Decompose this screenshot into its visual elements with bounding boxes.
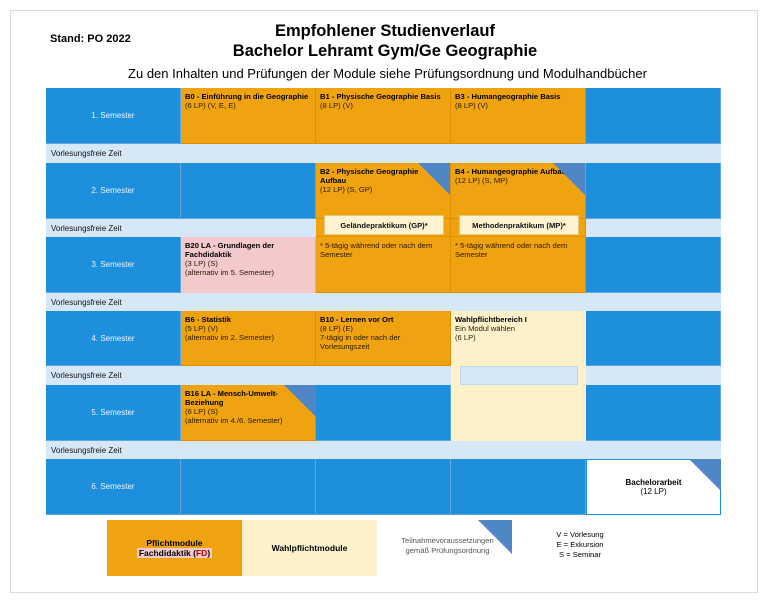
legend-abbr-v: V = Vorlesung — [556, 530, 604, 539]
page-subtitle-program: Bachelor Lehramt Gym/Ge Geographie — [232, 42, 538, 60]
module-b3 — [451, 88, 586, 144]
module-b4-title: B4 - Humangeographie Aufbau — [455, 167, 567, 176]
empty-cell — [316, 459, 451, 515]
module-b3-title: B3 - Humangeographie Basis — [455, 92, 561, 101]
legend-abbr-s: S = Seminar — [559, 550, 601, 559]
empty-cell — [316, 385, 451, 441]
module-b0-title: B0 - Einführung in die Geographie — [185, 92, 309, 101]
break-band-4-right — [586, 366, 721, 385]
legend-pflichtmodule — [107, 520, 242, 576]
module-b3-detail: (8 LP) (V) — [455, 101, 488, 110]
semester-2-label: 2. Semester — [46, 163, 181, 219]
study-plan-grid — [46, 88, 721, 515]
wahl-break-box — [460, 366, 578, 385]
empty-cell — [451, 459, 586, 515]
module-b4-detail: (12 LP) (S, MP) — [455, 176, 508, 185]
empty-cell — [181, 163, 316, 219]
empty-cell — [586, 385, 721, 441]
module-b2-title: B2 - Physische Geographie Aufbau — [320, 167, 419, 185]
module-b1 — [316, 88, 451, 144]
module-b2-detail: (12 LP) (S, GP) — [320, 185, 373, 194]
semester-6-label: 6. Semester — [46, 459, 181, 515]
prereq-triangle-b4 — [553, 163, 585, 195]
page-note: Zu den Inhalten und Prüfungen der Module siehe Prüfungsordnung und Modulhandbücher — [128, 66, 647, 81]
module-b6-note: (alternativ im 2. Semester) — [185, 333, 275, 342]
module-wahl-lp: (6 LP) — [455, 333, 476, 342]
stand-label: Stand: PO 2022 — [50, 33, 131, 45]
legend-tn-line1: Teilnahmevoraussetzungen — [401, 536, 494, 545]
practical-mp-note: * 5-tägig während oder nach dem Semester — [455, 241, 568, 259]
legend-fachdidaktik — [137, 548, 212, 558]
module-b10-title: B10 - Lernen vor Ort — [320, 315, 394, 324]
prereq-triangle-ba — [689, 459, 721, 491]
page-title: Empfohlener Studienverlauf — [274, 22, 496, 40]
module-b20-title: B20 LA - Grundlagen der Fachdidaktik — [185, 241, 275, 259]
module-b10 — [316, 311, 451, 366]
module-b6-title: B6 - Statistik — [185, 315, 231, 324]
module-b1-detail: (8 LP) (V) — [320, 101, 353, 110]
legend-pflicht-label: Pflichtmodule — [146, 538, 203, 548]
module-ba-detail: (12 LP) — [640, 487, 667, 496]
module-b16-detail: (6 LP) (S) — [185, 407, 218, 416]
module-b6-detail: (5 LP) (V) — [185, 324, 218, 333]
module-b20-note: (alternativ im 5. Semester) — [185, 268, 275, 277]
legend-tn-line2: gemäß Prüfungsordnung — [405, 546, 490, 555]
module-b20 — [181, 237, 316, 293]
module-wahl-detail: Ein Modul wählen — [455, 324, 515, 333]
break-band-2: Vorlesungsfreie Zeit — [46, 219, 721, 237]
legend-fd-prefix: Fachdidaktik ( — [138, 548, 196, 558]
module-b16-note: (alternativ im 4./6. Semester) — [185, 416, 283, 425]
empty-cell — [586, 311, 721, 366]
practical-mp-cell — [451, 237, 586, 293]
semester-4-label: 4. Semester — [46, 311, 181, 366]
semester-1-label: 1. Semester — [46, 88, 181, 144]
empty-cell — [181, 459, 316, 515]
empty-cell — [586, 237, 721, 293]
practical-mp-box: Methodenpraktikum (MP)* — [459, 215, 579, 235]
module-b20-detail: (3 LP) (S) — [185, 259, 218, 268]
legend-fd-code: FD — [195, 548, 208, 558]
semester-5-label: 5. Semester — [46, 385, 181, 441]
prereq-triangle-b2 — [418, 163, 450, 195]
module-b0 — [181, 88, 316, 144]
legend-abbreviations — [540, 530, 620, 560]
break-band-1: Vorlesungsfreie Zeit — [46, 144, 721, 163]
break-band-3: Vorlesungsfreie Zeit — [46, 293, 721, 311]
prereq-triangle-b16 — [284, 385, 316, 417]
module-b10-detail: (8 LP) (E) — [320, 324, 353, 333]
module-b6 — [181, 311, 316, 366]
module-wahl-title: Wahlpflichtbereich I — [455, 315, 527, 324]
empty-cell — [586, 163, 721, 219]
legend-prereq-triangle — [478, 520, 512, 554]
semester-3-label: 3. Semester — [46, 237, 181, 293]
practical-gp-cell — [316, 237, 451, 293]
break-band-4: Vorlesungsfreie Zeit — [46, 366, 451, 385]
legend-wahlpflichtmodule: Wahlpflichtmodule — [242, 520, 377, 576]
module-b1-title: B1 - Physische Geographie Basis — [320, 92, 441, 101]
break-band-5: Vorlesungsfreie Zeit — [46, 441, 721, 459]
empty-cell — [586, 88, 721, 144]
module-b16-title: B16 LA - Mensch-Umwelt-Beziehung — [185, 389, 278, 407]
module-b0-detail: (6 LP) (V, E, E) — [185, 101, 236, 110]
module-b10-note: 7-tägig in oder nach der Vorlesungszeit — [320, 333, 401, 351]
module-ba-title: Bachelorarbeit — [625, 478, 682, 487]
practical-gp-note: * 5-tägig während oder nach dem Semester — [320, 241, 433, 259]
practical-gp-box: Geländepraktikum (GP)* — [324, 215, 444, 235]
legend-fd-suffix: ) — [207, 548, 211, 558]
legend-abbr-e: E = Exkursion — [556, 540, 604, 549]
